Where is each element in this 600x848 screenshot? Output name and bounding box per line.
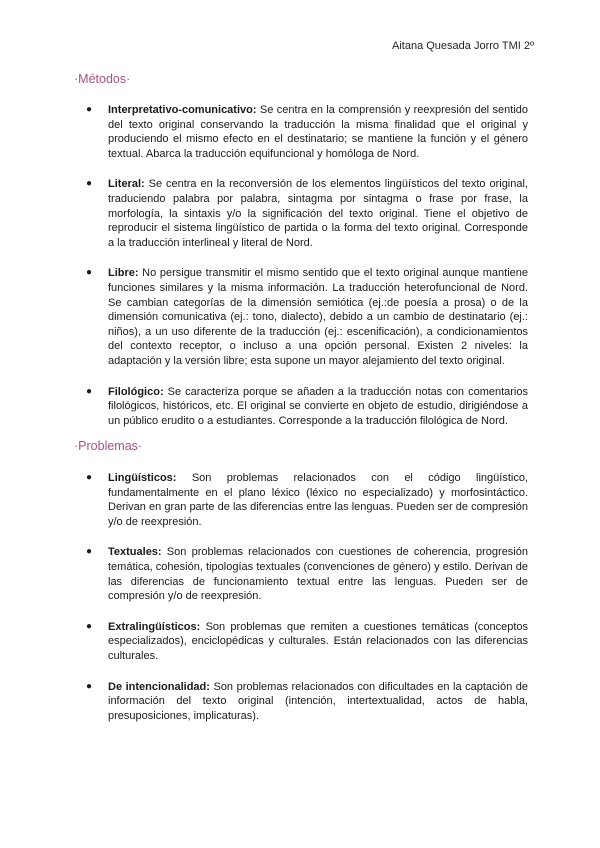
- item-term: Textuales:: [108, 546, 162, 559]
- item-text: Se caracteriza porque se añaden a la traducción notas con comentarios filológicos, históricos, etc. El original se convierte en objeto de estudio, dirigiéndose a un público erudito o a estudiantes. Corresponde a la traducción filológica de Nord.: [108, 385, 528, 427]
- item-text: Se centra en la reconversión de los elementos lingüísticos del texto original, traduciendo palabra por palabra, sintagma por sintagma o frase por frase, la morfología, la sintaxis y/o la significación del texto original. Tiene el objetivo de reproducir el sistema lingüístico de partida o la forma del texto original. Corresponde a la traducción interlineal y literal de Nord.: [108, 178, 528, 249]
- bullet-icon: ●: [86, 104, 93, 115]
- section-title-problemas: ·Problemas·: [74, 439, 143, 453]
- item-text: Son problemas relacionados con el código lingüístico, fundamentalmente en el plano léxico (léxico no especializado) y morfosintáctico. Derivan en gran parte de las diferencias entre las lenguas. Pueden ser de compresión y/o de reexpresión.: [108, 472, 528, 528]
- bullet-icon: ●: [86, 472, 93, 483]
- item-term: Extralingüísticos:: [108, 620, 201, 633]
- item-text: Son problemas relacionados con dificultades en la captación de información del texto original (intención, intertextualidad, actos de habla, presuposiciones, implicaturas).: [108, 680, 528, 722]
- bullet-icon: ●: [86, 385, 93, 397]
- metodos-list: [86, 103, 528, 444]
- list-item: [86, 177, 528, 250]
- list-item: [86, 545, 528, 603]
- section-title-metodos: ·Métodos·: [74, 72, 131, 86]
- bullet-icon: ●: [86, 620, 93, 632]
- item-term: De intencionalidad:: [108, 680, 210, 693]
- bullet-icon: ●: [86, 178, 93, 190]
- item-text: Se centra en la comprensión y reexpresión del sentido del texto original conservando la traducción la misma finalidad que el original y produciendo el mismo efecto en el destinatario; se mantiene la función y el género textual. Abarca la traducción equifuncional y homóloga de Nord.: [108, 104, 528, 160]
- item-text: Son problemas que remiten a cuestiones temáticas (conceptos especializados), enciclopédicas y culturales. Están relacionados con las diferencias culturales.: [108, 620, 528, 662]
- item-term: Interpretativo-comunicativo:: [108, 104, 257, 116]
- item-term: Lingüísticos:: [108, 472, 177, 484]
- bullet-icon: ●: [86, 546, 93, 558]
- bullet-icon: ●: [86, 267, 93, 279]
- list-item: [86, 471, 528, 529]
- problemas-list: [86, 471, 528, 739]
- item-term: Filológico:: [108, 385, 164, 398]
- list-item: [86, 266, 528, 368]
- page-header-author: Aitana Quesada Jorro TMI 2º: [392, 40, 534, 52]
- bullet-icon: ●: [86, 680, 93, 692]
- item-text: No persigue transmitir el mismo sentido que el texto original aunque mantiene funciones similares y la misma información. La traducción heterofuncional de Nord. Se cambian categorías de la dimensión semiótica (ej.:de poesía a prosa) o de la dimensión comunicativa (ej.: tono, dialecto), debido a un cambio de destinatario (ej.: niños), a un uso diferente de la traducción (ej.: escenificación), a condicionamientos del contexto receptor, o incluso a una opción personal. Existen 2 niveles: la adaptación y la versión libre; esta supone un mayor alejamiento del texto original.: [108, 267, 528, 367]
- list-item: [86, 385, 528, 429]
- list-item: [86, 680, 528, 724]
- item-text: Son problemas relacionados con cuestiones de coherencia, progresión temática, cohesión, tipologías textuales (convenciones de género) y estilo. Derivan de las diferencias de funcionamiento textual entre las lenguas. Pueden ser de compresión y/o de reexpresión.: [108, 546, 528, 603]
- item-term: Libre:: [108, 267, 139, 280]
- item-term: Literal:: [108, 178, 145, 191]
- list-item: [86, 620, 528, 664]
- list-item: [86, 103, 528, 161]
